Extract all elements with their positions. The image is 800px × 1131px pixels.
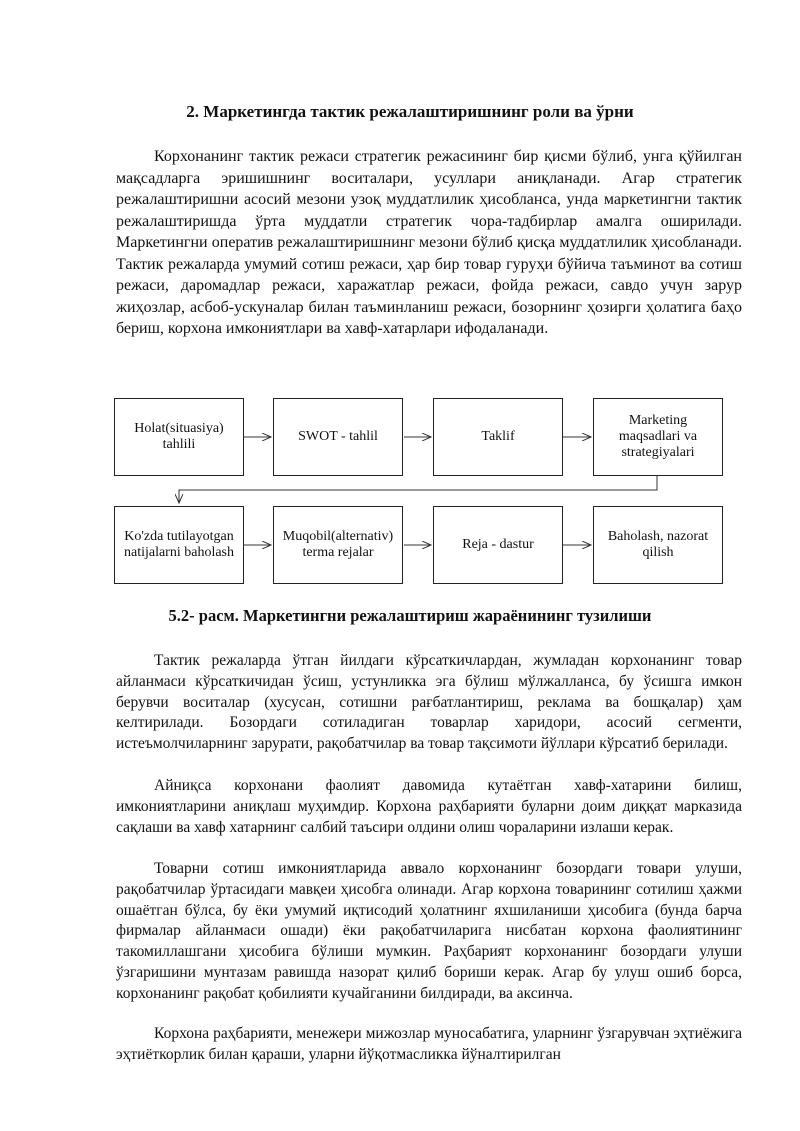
box-expected-results: Ko'zda tutilayotgan natijalarni baholash [114, 506, 244, 584]
paragraph-2: Тактик режаларда ўтган йилдаги кўрсаткичлардан, жумладан корхонанинг товар айланмаси кўрсаткичидан ўсиш, устунликка эга бўлиш мўлжалланса, бу ўсишга имкон берувчи воситалар (хусусан, сотишни рағбатлантириш, реклама ва бошқалар) ҳам келтирилади. Бозордаги сотиладиган товарлар харидори, асосий сегменти, истеъмолчиларнинг зарурати, рақобатчилар ва товар тақсимоти йўллари кўрсатиб берилади. [116, 652, 742, 753]
box-marketing-goals: Marketing maqsadlari va strategiyalari [593, 398, 723, 476]
box-plan-program: Reja - dastur [433, 506, 563, 584]
paragraph-4: Товарни сотиш имкониятларида аввало корхонанинг бозордаги товари улуши, рақобатчилар ўртасидаги мавқеи ҳисобга олинади. Агар корхона товарининг сотилиш ҳажми ошаётган бўлса, бу ёки умумий иқтисодий ҳолатнинг яхшиланиши ҳисобига (бунда барча фирмалар айланмаси ошади) ёки рақобатчиларига нисбатан корхона фаолиятининг такомиллашгани ҳисобига бўлиши мумкин. Раҳбарият корхонанинг бозордаги улуши ўзгаришини мунтазам равишда назорат қилиб бориши керак. Агар бу улуш ошиб борса, корхонанинг рақобат қобилияти кучайганини билдиради, ва аксинча. [116, 860, 742, 1002]
box-alternative-plans: Muqobil(alternativ) terma rejalar [273, 506, 403, 584]
paragraph-3: Айниқса корхонани фаолият давомида кутаётган хавф-хатарини билиш, имкониятларини аниқлаш муҳимдир. Корхона раҳбарияти буларни доим диққат марказида сақлаши ва хавф хатарнинг салбий таъсири олдини олиш чораларини излаши керак. [116, 777, 742, 836]
section-heading: 2. Маркетингда тактик режалаштиришнинг роли ва ўрни [186, 102, 634, 121]
figure-caption: 5.2- расм. Маркетингни режалаштириш жараёнининг тузилиши [168, 606, 652, 625]
box-evaluation-control: Baholash, nazorat qilish [593, 506, 723, 584]
paragraph-intro: Корхонанинг тактик режаси стратегик режасининг бир қисми бўлиб, унга қўйилган мақсадларга эришишнинг воситалари, усуллари аниқланади. Агар стратегик режалаштиришни асосий мезони узоқ муддатлилик ҳисобланса, унда маркетингни тактик режалаштиришда ўрта муддатли стратегик чора-тадбирлар амалга оширилади. Маркетингни оператив режалаштиришнинг мезони бўлиб қисқа муддатлилик ҳисобланади. Тактик режаларда умумий сотиш режаси, ҳар бир товар гуруҳи бўйича таъминот ва сотиш режаси, даромадлар режаси, харажатлар режаси, фойда режаси, савдо учун зарур жиҳозлар, асбоб-ускуналар билан таъминланиш режаси, бозорнинг ҳозирги ҳолатига баҳо бериш, корхона имкониятлари ва хавф-хатарлари ифодаланади. [116, 148, 742, 337]
box-swot: SWOT - tahlil [273, 398, 403, 476]
box-situation-analysis: Holat(situasiya) tahlili [114, 398, 244, 476]
paragraph-5: Корхона раҳбарияти, менежери мижозлар муносабатига, уларнинг ўзгарувчан эҳтиёжига эҳтиёткорлик билан қараши, уларни йўқотмасликка йўналтирилган [116, 1025, 742, 1063]
box-offer: Taklif [433, 398, 563, 476]
arrow-4-5 [179, 476, 657, 503]
